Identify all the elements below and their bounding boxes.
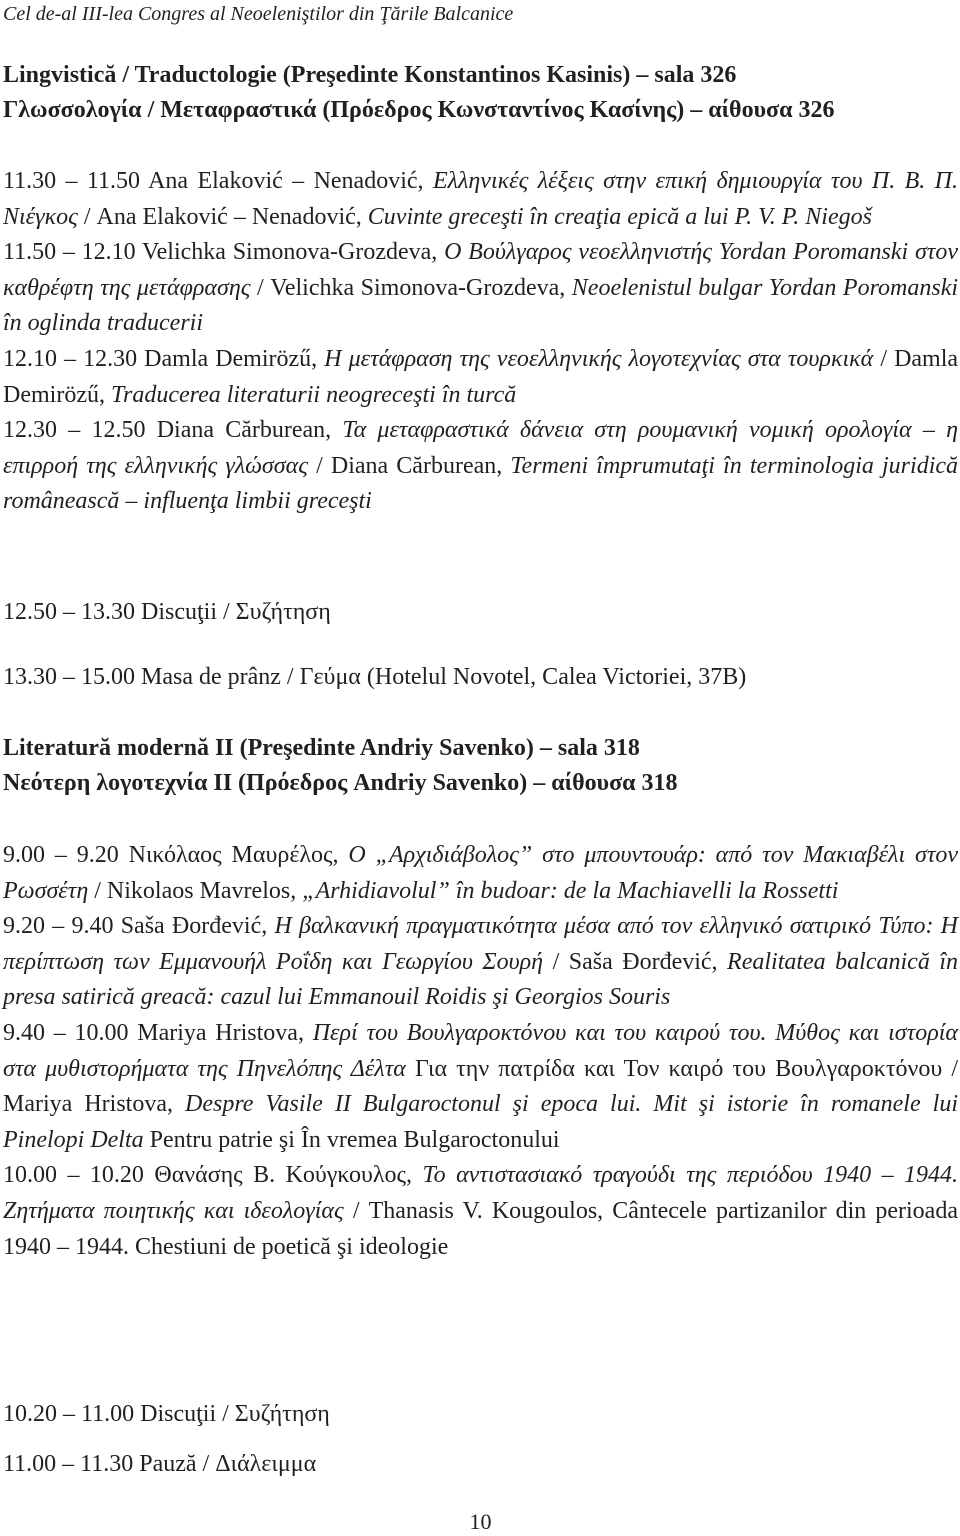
entry-author: Diana Cărburean, (156, 417, 332, 444)
entry-title-gr: Τα μεταφραστικά δάνεια στη ρουμανική νομική ορολογία – η επιρροή της ελληνικής γλώσσας (3, 417, 958, 479)
entry-title-gr: Η βαλκανική πραγματικότητα μέσα από τον ελληνικό σατιρικό Τύπο: Η περίπτωση των Εμμανουήλ Ροΐδη και Γεωργίου Σουρή (3, 913, 958, 975)
program-entry (3, 909, 958, 1016)
entry-title-ro: Realitatea balcanică în presa satirică greacă: cazul lui Emmanouil Roidis şi Georgios Souris (3, 948, 958, 1011)
program-entry (3, 1016, 958, 1158)
section-1-title-gr: Γλωσσολογία / Μεταφραστικά (Πρόεδρος Κωνσταντίνος Κασίνης) – αίθουσα 326 (3, 97, 835, 123)
entry-separator: / (880, 345, 887, 372)
entry-title-ro: Cântecele partizanilor din perioada 1940 – 1944. Chestiuni de poetică şi ideologie (3, 1197, 958, 1260)
entry-title-gr-tail: Για την πατρίδα και Τον καιρό του Βουλγαροκτόνου (415, 1055, 943, 1082)
entry-title-ro: Cuvinte greceşti în creaţia epică a lui P. V. P. Niegoš (367, 203, 872, 230)
entry-time: 11.30 – 11.50 (3, 168, 141, 194)
entry-title-ro: „Arhidiavolul” în budoar: de la Machiavelli la Rossetti (302, 877, 839, 904)
entry-separator: / (951, 1055, 959, 1082)
entry-author-ro: Mariya Hristova, (3, 1091, 173, 1118)
program-entry (3, 838, 958, 909)
entry-separator: / (257, 274, 264, 301)
entry-time: 9.40 – 10.00 (3, 1019, 129, 1046)
lunch-break: 13.30 – 15.00 Masa de prânz / Γεύμα (Hotelul Novotel, Calea Victoriei, 37B) (3, 664, 747, 690)
section-2-entries (3, 838, 958, 1265)
entry-separator: / (552, 948, 560, 975)
entry-author-ro: Ana Elaković – Nenadović, (96, 203, 362, 230)
program-entry (3, 1158, 958, 1265)
entry-title-gr: Ο „Αρχιδιάβολος” στο μπουντουάρ: από τον Μακιαβέλι στον Ρωσσέτη (3, 842, 959, 904)
discussion-break-1: 12.50 – 13.30 Discuţii / Συζήτηση (3, 599, 331, 625)
entry-author-ro: Nikolaos Mavrelos, (106, 877, 297, 904)
entry-separator: / (352, 1197, 360, 1224)
program-entry (3, 235, 958, 342)
entry-author-ro: Velichka Simonova-Grozdeva, (270, 274, 566, 301)
entry-author: Damla Demirözű, (144, 345, 318, 372)
entry-time: 12.30 – 12.50 (3, 417, 146, 444)
entry-time: 9.00 – 9.20 (3, 842, 119, 868)
entry-title-gr: Το αντιστασιακό τραγούδι της περιόδου 1940 – 1944. Ζητήματα ποιητικής και ιδεολογίας (3, 1162, 959, 1224)
entry-time: 9.20 – 9.40 (3, 913, 114, 940)
entry-author: Saša Đorđević, (120, 913, 268, 940)
entry-time: 11.50 – 12.10 (3, 239, 136, 266)
entry-title-ro: Traducerea literaturii neogreceşti în turcă (110, 381, 517, 408)
entry-author: Mariya Hristova, (137, 1019, 304, 1046)
discussion-break-2: 10.20 – 11.00 Discuţii / Συζήτηση (3, 1401, 330, 1427)
entry-author: Νικόλαος Μαυρέλος, (128, 842, 339, 868)
entry-author: Ana Elaković – Nenadović, (148, 168, 424, 194)
section-1-title-ro: Lingvistică / Traductologie (Preşedinte Konstantinos Kasinis) – sala 326 (3, 62, 737, 88)
entry-author-ro: Damla Demirözű, (3, 345, 959, 408)
entry-separator: / (94, 877, 101, 904)
entry-separator: / (316, 452, 323, 479)
entry-author-ro: Diana Cărburean, (330, 452, 503, 479)
entry-title-gr: Ο Βούλγαρος νεοελληνιστής Yordan Poromanski στον καθρέφτη της μετάφρασης (3, 239, 959, 301)
running-head: Cel de-al III-lea Congres al Neoeleniştilor din Ţările Balcanice (3, 3, 514, 25)
program-entry (3, 342, 958, 413)
entry-author: Velichka Simonova-Grozdeva, (141, 239, 438, 266)
pause-break: 11.00 – 11.30 Pauză / Διάλειμμα (3, 1451, 317, 1477)
entry-title-gr: Ελληνικές λέξεις στην επική δημιουργία του Π. Β. Π. Νιέγκος (3, 168, 959, 230)
entry-author-ro: Saša Đorđević, (568, 948, 718, 975)
entry-time: 10.00 – 10.20 (3, 1162, 144, 1189)
entry-title-ro: Despre Vasile II Bulgaroctonul şi epoca lui. Mit şi istorie în romanele lui Pinelopi Delta (3, 1091, 958, 1153)
section-1-entries (3, 164, 958, 520)
program-entry (3, 164, 958, 235)
entry-separator: / (83, 203, 91, 230)
entry-title-ro: Neoelenistul bulgar Yordan Poromanski în oglinda traducerii (3, 274, 959, 337)
entry-title-gr: Περί του Βουλγαροκτόνου και του καιρού του. Μύθος και ιστορία στα μυθιστορήματα της Πηνελόπης Δέλτα (3, 1019, 958, 1082)
entry-title-ro: Termeni împrumutaţi în terminologia juridică românească – influenţa limbii greceşti (3, 452, 959, 515)
program-entry (3, 413, 958, 520)
section-2-title-ro: Literatură modernă II (Preşedinte Andriy Savenko) – sala 318 (3, 735, 640, 761)
entry-title-gr: Η μετάφραση της νεοελληνικής λογοτεχνίας στα τουρκικά (324, 345, 874, 372)
entry-title-ro-tail: Pentru patrie şi În vremea Bulgaroctonului (149, 1126, 560, 1153)
entry-author-ro: Thanasis V. Kougoulos, (368, 1197, 604, 1224)
entry-time: 12.10 – 12.30 (3, 345, 138, 372)
entry-author: Θανάσης Β. Κούγκουλος, (154, 1162, 413, 1189)
page-number: 10 (469, 1509, 492, 1534)
section-2-title-gr: Νεότερη λογοτεχνία ΙΙ (Πρόεδρος Andriy Savenko) – αίθουσα 318 (3, 770, 678, 796)
